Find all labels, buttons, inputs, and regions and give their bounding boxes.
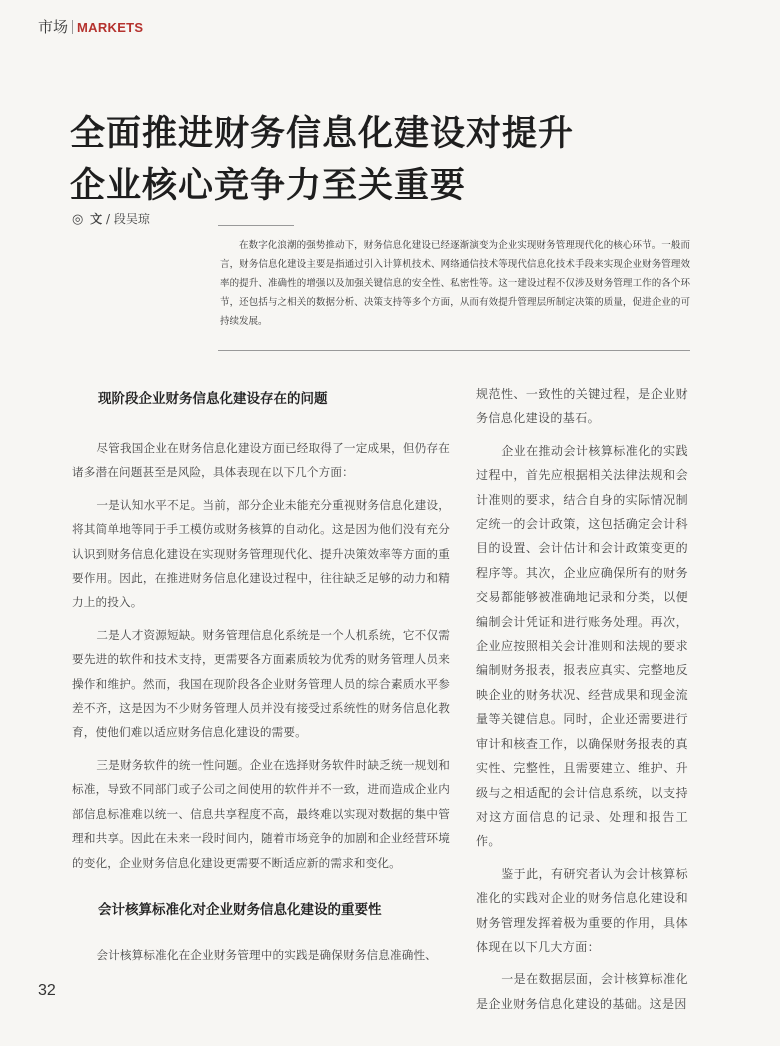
abstract-top-rule	[218, 225, 294, 226]
abstract-bottom-rule	[218, 350, 690, 351]
byline	[72, 210, 150, 227]
body-paragraph: 一是认知水平不足。当前，部分企业未能充分重视财务信息化建设，将其简单地等同于手工模仿或财务核算的自动化。这是因为他们没有充分认识到财务信息化建设在实现财务管理现代化、提升决策效率等方面的重要作用。因此，在推进财务信息化建设过程中，往往缺乏足够的动力和精力上的投入。	[72, 497, 450, 610]
section-heading-problems: 现阶段企业财务信息化建设存在的问题	[98, 391, 328, 407]
right-column	[476, 382, 688, 1024]
section-header	[38, 16, 143, 37]
byline-author: 段吴琼	[113, 212, 150, 226]
byline-slash: /	[106, 212, 111, 226]
left-column	[72, 382, 450, 975]
article-title	[70, 108, 710, 212]
title-line-2: 企业核心竞争力至关重要	[70, 166, 467, 206]
title-line-1: 全面推进财务信息化建设对提升	[70, 114, 575, 154]
section-label-cn: 市场	[38, 18, 69, 36]
body-paragraph: 鉴于此，有研究者认为会计核算标准化的实践对企业的财务信息化建设和财务管理发挥着极为重要的作用，具体体现在以下几大方面：	[476, 866, 688, 954]
page-number: 32	[38, 982, 56, 999]
body-paragraph: 会计核算标准化在企业财务管理中的实践是确保财务信息准确性、	[96, 947, 437, 962]
body-paragraph: 三是财务软件的统一性问题。企业在选择财务软件时缺乏统一规划和标准，导致不同部门或子公司之间使用的软件并不一致，进而造成企业内部信息标准难以统一、信息共享程度不高，最终难以实现对数据的集中管理和共享。因此在未来一段时间内，随着市场竞争的加剧和企业经营环境的变化，企业财务信息化建设更需要不断适应新的需求和变化。	[72, 757, 450, 870]
byline-bullet-icon: ◎	[72, 212, 84, 227]
abstract: 在数字化浪潮的强势推动下，财务信息化建设已经逐渐演变为企业实现财务管理现代化的核心环节。一般而言，财务信息化建设主要是指通过引入计算机技术、网络通信技术等现代信息化技术手段来实现企业财务管理效率的提升、准确性的增强以及加强关键信息的安全性、私密性等。这一建设过程不仅涉及财务管理工作的各个环节，还包括与之相关的数据分析、决策支持等多个方面，从而有效提升管理层所制定决策的质量，促进企业的可持续发展。	[220, 240, 690, 327]
byline-wen: 文	[90, 212, 103, 226]
body-paragraph: 二是人才资源短缺。财务管理信息化系统是一个人机系统，它不仅需要先进的软件和技术支持，更需要各方面素质较为优秀的财务管理人员来操作和维护。然而，我国在现阶段各企业财务管理人员的综合素质水平参差不齐，这是因为不少财务管理人员并没有接受过系统性的财务信息化教育，使他们难以适应财务信息化建设的需要。	[72, 627, 450, 740]
body-paragraph: 企业在推动会计核算标准化的实践过程中，首先应根据相关法律法规和会计准则的要求，结合自身的实际情况制定统一的会计政策，这包括确定会计科目的设置、会计估计和会计政策变更的程序等。其次，企业应确保所有的财务交易都能够被准确地记录和分类，以便编制会计凭证和进行账务处理。再次，企业应按照相关会计准则和法规的要求编制财务报表，报表应真实、完整地反映企业的财务状况、经营成果和现金流量等关键信息。同时，企业还需要进行审计和核查工作，以确保财务报表的真实性、完整性，且需要建立、维护、升级与之相适配的会计信息系统，以支持对这方面信息的记录、处理和报告工作。	[476, 443, 688, 849]
section-heading-standardization: 会计核算标准化对企业财务信息化建设的重要性	[98, 901, 382, 918]
body-paragraph: 规范性、一致性的关键过程，是企业财务信息化建设的基石。	[476, 387, 688, 426]
body-paragraph: 一是在数据层面，会计核算标准化是企业财务信息化建设的基础。这是因	[476, 972, 688, 1011]
section-divider	[72, 20, 73, 34]
section-label-en: MARKETS	[77, 20, 144, 35]
body-paragraph: 尽管我国企业在财务信息化建设方面已经取得了一定成果，但仍存在诸多潜在问题甚至是风险，具体表现在以下几个方面：	[72, 441, 450, 480]
